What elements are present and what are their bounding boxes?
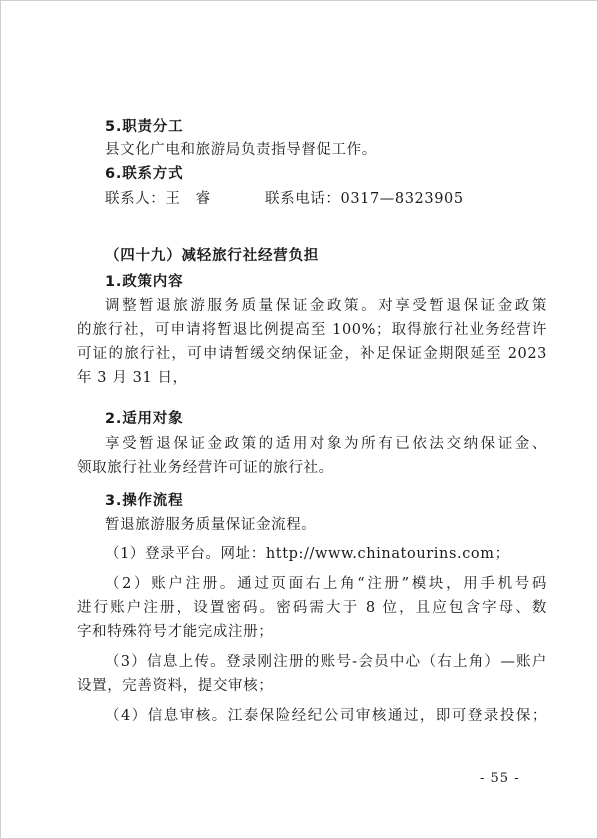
policy-content-line: 的旅行社，可申请将暂退比例提高至 100%；取得旅行社业务经营许 xyxy=(77,322,547,338)
process-step-line: （4）信息审核。江泰保险经纪公司审核通过，即可登录投保； xyxy=(105,708,547,724)
process-step-line: （2）账户注册。通过页面右上角“注册”模块，用手机号码 xyxy=(105,576,547,592)
section-5-heading: 5.职责分工 xyxy=(105,119,184,135)
section-5-text: 县文化广电和旅游局负责指导督促工作。 xyxy=(105,142,377,158)
process-step-line: （3）信息上传。登录刚注册的账号-会员中心（右上角）—账户 xyxy=(105,654,547,670)
page-number: - 55 - xyxy=(480,771,520,786)
process-heading: 3.操作流程 xyxy=(105,493,184,509)
item-49-title: （四十九）减轻旅行社经营负担 xyxy=(105,248,320,264)
target-line: 领取旅行社业务经营许可证的旅行社。 xyxy=(77,460,334,476)
policy-content-line: 年 3 月 31 日， xyxy=(77,370,188,386)
contact-phone: 联系电话：0317—8323905 xyxy=(265,191,464,207)
policy-content-heading: 1.政策内容 xyxy=(105,274,184,290)
policy-content-line: 可证的旅行社，可申请暂缓交纳保证金，补足保证金期限延至 2023 xyxy=(77,346,547,362)
process-intro: 暂退旅游服务质量保证金流程。 xyxy=(105,517,317,533)
process-step-line: 字和特殊符号才能完成注册； xyxy=(77,624,274,640)
target-heading: 2.适用对象 xyxy=(105,411,184,427)
process-step-line: （1）登录平台。网址：http://www.chinatourins.com； xyxy=(105,546,510,562)
process-step-line: 进行账户注册，设置密码。密码需大于 8 位，且应包含字母、数 xyxy=(77,600,547,616)
process-step-line: 设置，完善资料，提交审核； xyxy=(77,678,274,694)
contact-person: 联系人：王 睿 xyxy=(105,191,211,207)
section-6-heading: 6.联系方式 xyxy=(105,166,184,182)
policy-content-line: 调整暂退旅游服务质量保证金政策。对享受暂退保证金政策 xyxy=(105,298,547,314)
target-line: 享受暂退保证金政策的适用对象为所有已依法交纳保证金、 xyxy=(105,436,547,452)
